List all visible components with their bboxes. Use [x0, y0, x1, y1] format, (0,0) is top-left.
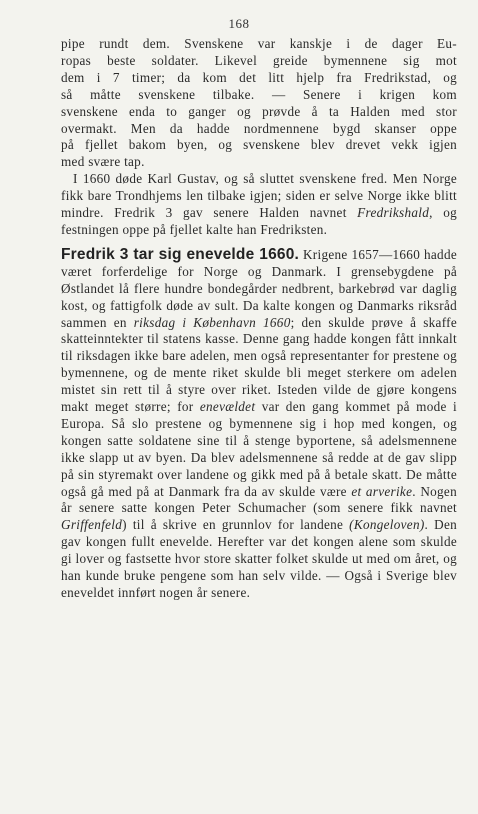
text-run: ; den skulde prøve å skaffe skatteinntekter til statens kasse. Denne gang hadde kongen fått innkalt til riksdagen ikke bare adelen, men også representanter for prestene og bymennene, og de mente riket skulde bli meget sterkere om adelen mistet sin rett til å styre over riket. Isteden vilde de gjøre kongens makt meget større; for [61, 314, 457, 415]
text-line: så måtte svenskene tilbake. — Senere i krigen kom [61, 86, 457, 102]
emphasis-arverike: et arverike [351, 483, 413, 499]
section-heading: Fredrik 3 tar sig enevelde 1660. [61, 245, 300, 263]
paragraph-1 [61, 36, 457, 171]
text-line: med svære tap. [61, 154, 145, 170]
text-run: ) til å skrive en grunnlov for landene [122, 517, 350, 533]
body-text [61, 36, 457, 602]
emphasis-griffenfeld: Griffenfeld [61, 517, 123, 533]
page-number: 168 [228, 16, 250, 31]
text-run: . Den gav kongen fullt enevelde. Herefter var det kongen alene som skulde gi lover og fastsette hvor store skatter folket skulde ut med om året, og han kunde bruke pengene som han selv vilde. — Også i Sverige blev eneveldet innført nogen år senere. [61, 517, 457, 600]
emphasis-fredrikshald: Fredrikshald [357, 205, 430, 221]
emphasis-riksdag: riksdag i København 1660 [133, 314, 291, 330]
text-run: I 1660 døde Karl Gustav, og så sluttet svenskene fred. Men Norge fikk bare Trondhjems len tilbake igjen; siden er selve Norge ikke blitt mindre. Fredrik 3 gav senere Halden navnet [61, 171, 457, 221]
text-run: var den gang kommet på mode i Europa. Så slo prestene og bymennene sig i hop med kongen, og kongen satte soldatene sine til å stenge byportene, så adelsmennene ikke slapp ut av byen. Da blev adelsmennene så redde at de gav slipp på sin styremakt over landene og gikk med på å betale skatt. De måtte også gå med på at Danmark fra da av skulde være [61, 399, 457, 499]
text-run: Krigene 1657—1660 hadde været forferdelige for Norge og Danmark. I grensebygdene på Østlandet lå flere hundre bondegårder nedbrent, barkebrød var daglig kost, og fattigfolk døde av sult. Da kalte kongen og Danmarks riksråd sammen en [61, 246, 457, 330]
text-line: på fjellet bakom byen, og svenskene blev drevet vekk igjen [61, 137, 457, 153]
text-line: svenskene enda to ganger og prøvde å ta Halden med stor [61, 103, 457, 119]
paragraph-3 [61, 247, 457, 602]
text-line: overmakt. Men da hadde nordmennene bygd skanser oppe [61, 120, 457, 136]
emphasis-kongeloven: (Kongeloven) [349, 517, 425, 533]
text-line: pipe rundt dem. Svenskene var kanskje i de dager Eu- [61, 36, 457, 51]
text-line: ropas beste soldater. Likevel greide bymennene sig mot [61, 52, 457, 68]
emphasis-enevaeldet: enevældet [199, 399, 256, 415]
text-run: . Nogen år senere satte kongen Peter Schumacher (som senere fikk navnet [61, 483, 457, 516]
text-run: , og festningen oppe på fjellet kalte han Fredriksten. [61, 205, 458, 237]
text-line: dem i 7 timer; da kom det litt hjelp fra Fredrikstad, og [61, 69, 457, 85]
paragraph-2 [61, 171, 457, 239]
